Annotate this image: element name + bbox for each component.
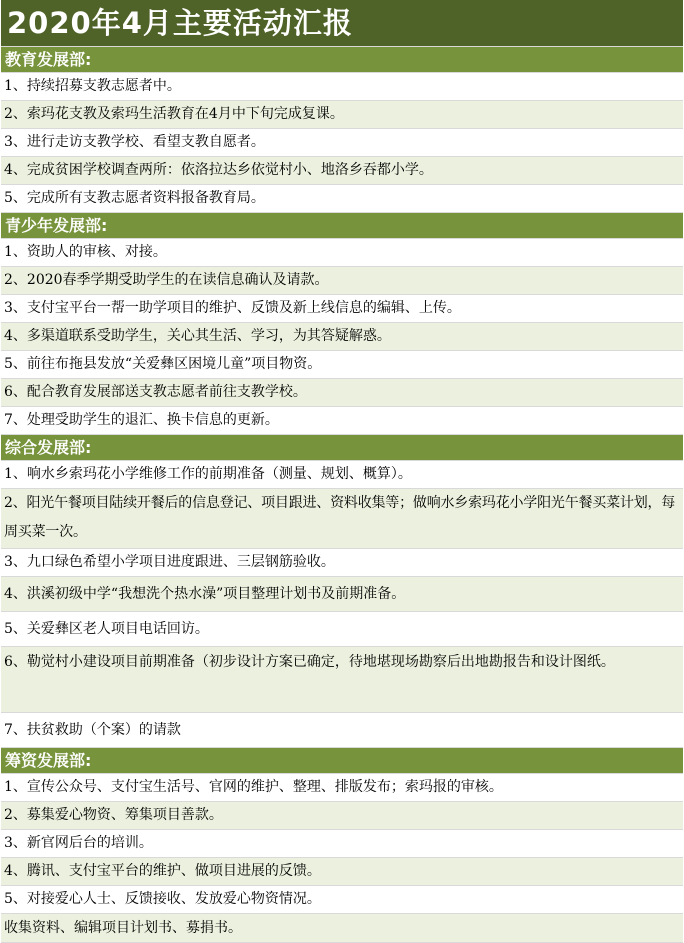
list-item: 7、扶贫救助（个案）的请款 bbox=[1, 713, 683, 748]
list-item: 3、支付宝平台一帮一助学项目的维护、反馈及新上线信息的编辑、上传。 bbox=[1, 295, 683, 323]
section-heading-education: 教育发展部: bbox=[1, 47, 683, 73]
list-item: 2、募集爱心物资、筹集项目善款。 bbox=[1, 802, 683, 830]
list-item: 收集资料、编辑项目计划书、募捐书。 bbox=[1, 914, 683, 943]
list-item: 4、多渠道联系受助学生，关心其生活、学习，为其答疑解惑。 bbox=[1, 323, 683, 351]
list-item: 4、洪溪初级中学“我想洗个热水澡”项目整理计划书及前期准备。 bbox=[1, 577, 683, 612]
section-heading-youth: 青少年发展部: bbox=[1, 213, 683, 239]
list-item: 7、处理受助学生的退汇、换卡信息的更新。 bbox=[1, 407, 683, 435]
list-item: 5、关爱彝区老人项目电话回访。 bbox=[1, 612, 683, 647]
list-item: 1、响水乡索玛花小学维修工作的前期准备（测量、规划、概算）。 bbox=[1, 461, 683, 489]
list-item: 5、前往布拖县发放“关爱彝区困境儿童”项目物资。 bbox=[1, 351, 683, 379]
page-title: 2020年4月主要活动汇报 bbox=[1, 0, 683, 47]
list-item: 4、完成贫困学校调查两所：依洛拉达乡依觉村小、地洛乡吞都小学。 bbox=[1, 157, 683, 185]
section-heading-general: 综合发展部: bbox=[1, 435, 683, 461]
list-item: 2、索玛花支教及索玛生活教育在4月中下旬完成复课。 bbox=[1, 101, 683, 129]
list-item: 4、腾讯、支付宝平台的维护、做项目进展的反馈。 bbox=[1, 858, 683, 886]
report-sheet bbox=[1, 0, 683, 943]
list-item: 3、新官网后台的培训。 bbox=[1, 830, 683, 858]
list-item: 2、阳光午餐项目陆续开餐后的信息登记、项目跟进、资料收集等；做响水乡索玛花小学阳光午餐买菜计划，每周买菜一次。 bbox=[1, 489, 683, 549]
list-item: 6、配合教育发展部送支教志愿者前往支教学校。 bbox=[1, 379, 683, 407]
list-item: 2、2020春季学期受助学生的在读信息确认及请款。 bbox=[1, 267, 683, 295]
list-item: 6、勒觉村小建设项目前期准备（初步设计方案已确定，待地堪现场勘察后出地勘报告和设计图纸。 bbox=[1, 647, 683, 713]
list-item: 3、九口绿色希望小学项目进度跟进、三层钢筋验收。 bbox=[1, 549, 683, 577]
list-item: 1、宣传公众号、支付宝生活号、官网的维护、整理、排版发布；索玛报的审核。 bbox=[1, 774, 683, 802]
list-item: 5、完成所有支教志愿者资料报备教育局。 bbox=[1, 185, 683, 213]
list-item: 5、对接爱心人士、反馈接收、发放爱心物资情况。 bbox=[1, 886, 683, 914]
list-item: 1、资助人的审核、对接。 bbox=[1, 239, 683, 267]
list-item: 3、进行走访支教学校、看望支教自愿者。 bbox=[1, 129, 683, 157]
list-item: 1、持续招募支教志愿者中。 bbox=[1, 73, 683, 101]
section-heading-fundraising: 筹资发展部: bbox=[1, 748, 683, 774]
